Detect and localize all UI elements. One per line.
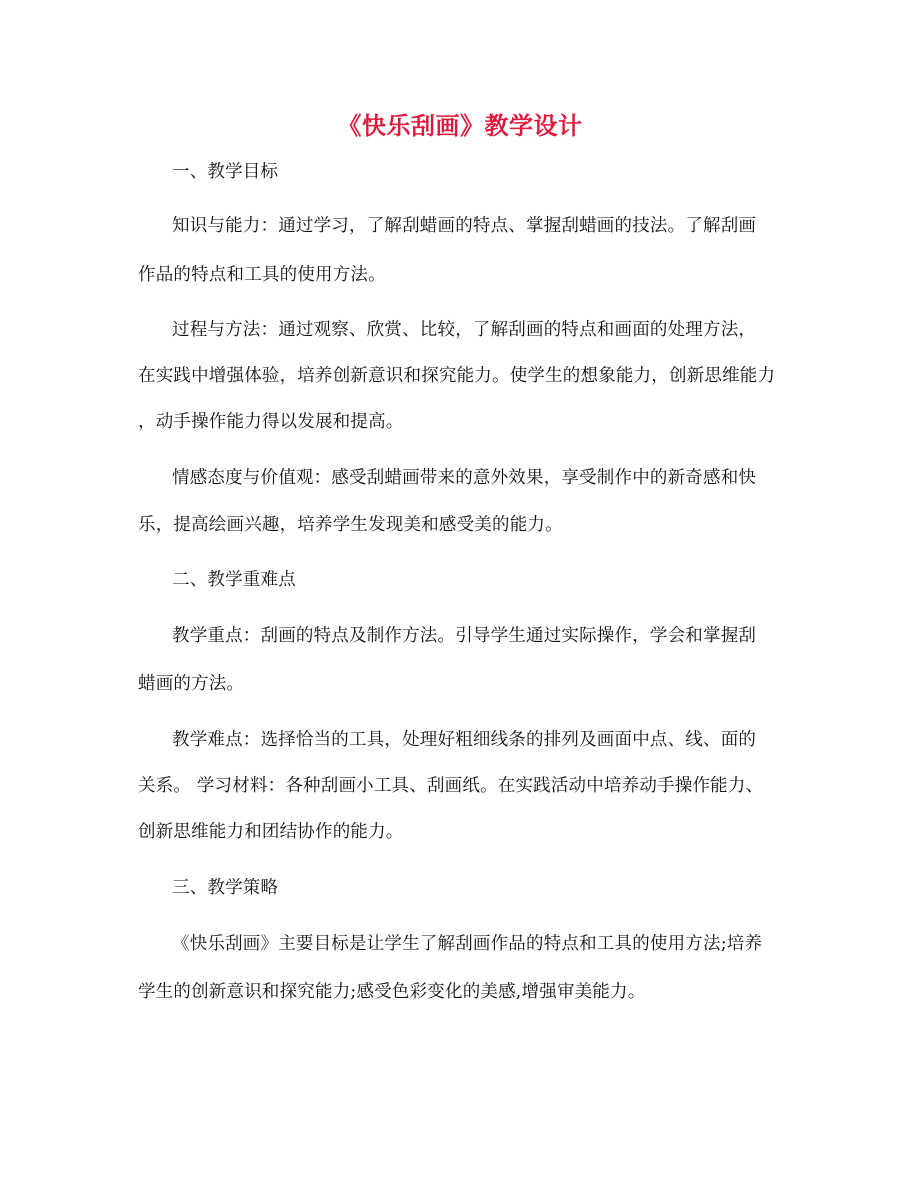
paragraph-line: 关系。 学习材料：各种刮画小工具、刮画纸。在实践活动中培养动手操作能力、: [138, 776, 764, 796]
paragraph-line: ，动手操作能力得以发展和提高。: [138, 412, 404, 432]
heading-teaching-objectives: 一、教学目标: [172, 162, 279, 182]
paragraph-line: 作品的特点和工具的使用方法。: [138, 265, 386, 285]
paragraph-line: 教学重点：刮画的特点及制作方法。引导学生通过实际操作，学会和掌握刮: [172, 626, 757, 646]
paragraph-line: 乐，提高绘画兴趣，培养学生发现美和感受美的能力。: [138, 515, 563, 535]
paragraph-line: 过程与方法：通过观察、欣赏、比较，了解刮画的特点和画面的处理方法，: [172, 320, 757, 340]
paragraph-line: 教学难点：选择恰当的工具，处理好粗细线条的排列及画面中点、线、面的: [172, 730, 757, 750]
paragraph-line: 创新思维能力和团结协作的能力。: [138, 822, 404, 842]
heading-teaching-strategy: 三、教学策略: [172, 878, 279, 898]
heading-key-difficulties: 二、教学重难点: [172, 570, 296, 590]
paragraph-line: 学生的创新意识和探究能力;感受色彩变化的美感,增强审美能力。: [138, 982, 646, 1002]
paragraph-line: 《快乐刮画》主要目标是让学生了解刮画作品的特点和工具的使用方法;培养: [172, 934, 763, 954]
paragraph-line: 情感态度与价值观：感受刮蜡画带来的意外效果，享受制作中的新奇感和快: [172, 468, 757, 488]
paragraph-line: 蜡画的方法。: [138, 674, 245, 694]
paragraph-line: 知识与能力：通过学习，了解刮蜡画的特点、掌握刮蜡画的技法。了解刮画: [172, 216, 757, 236]
paragraph-line: 在实践中增强体验，培养创新意识和探究能力。使学生的想象能力，创新思维能力: [138, 366, 776, 386]
document-title: 《快乐刮画》教学设计: [337, 112, 583, 140]
